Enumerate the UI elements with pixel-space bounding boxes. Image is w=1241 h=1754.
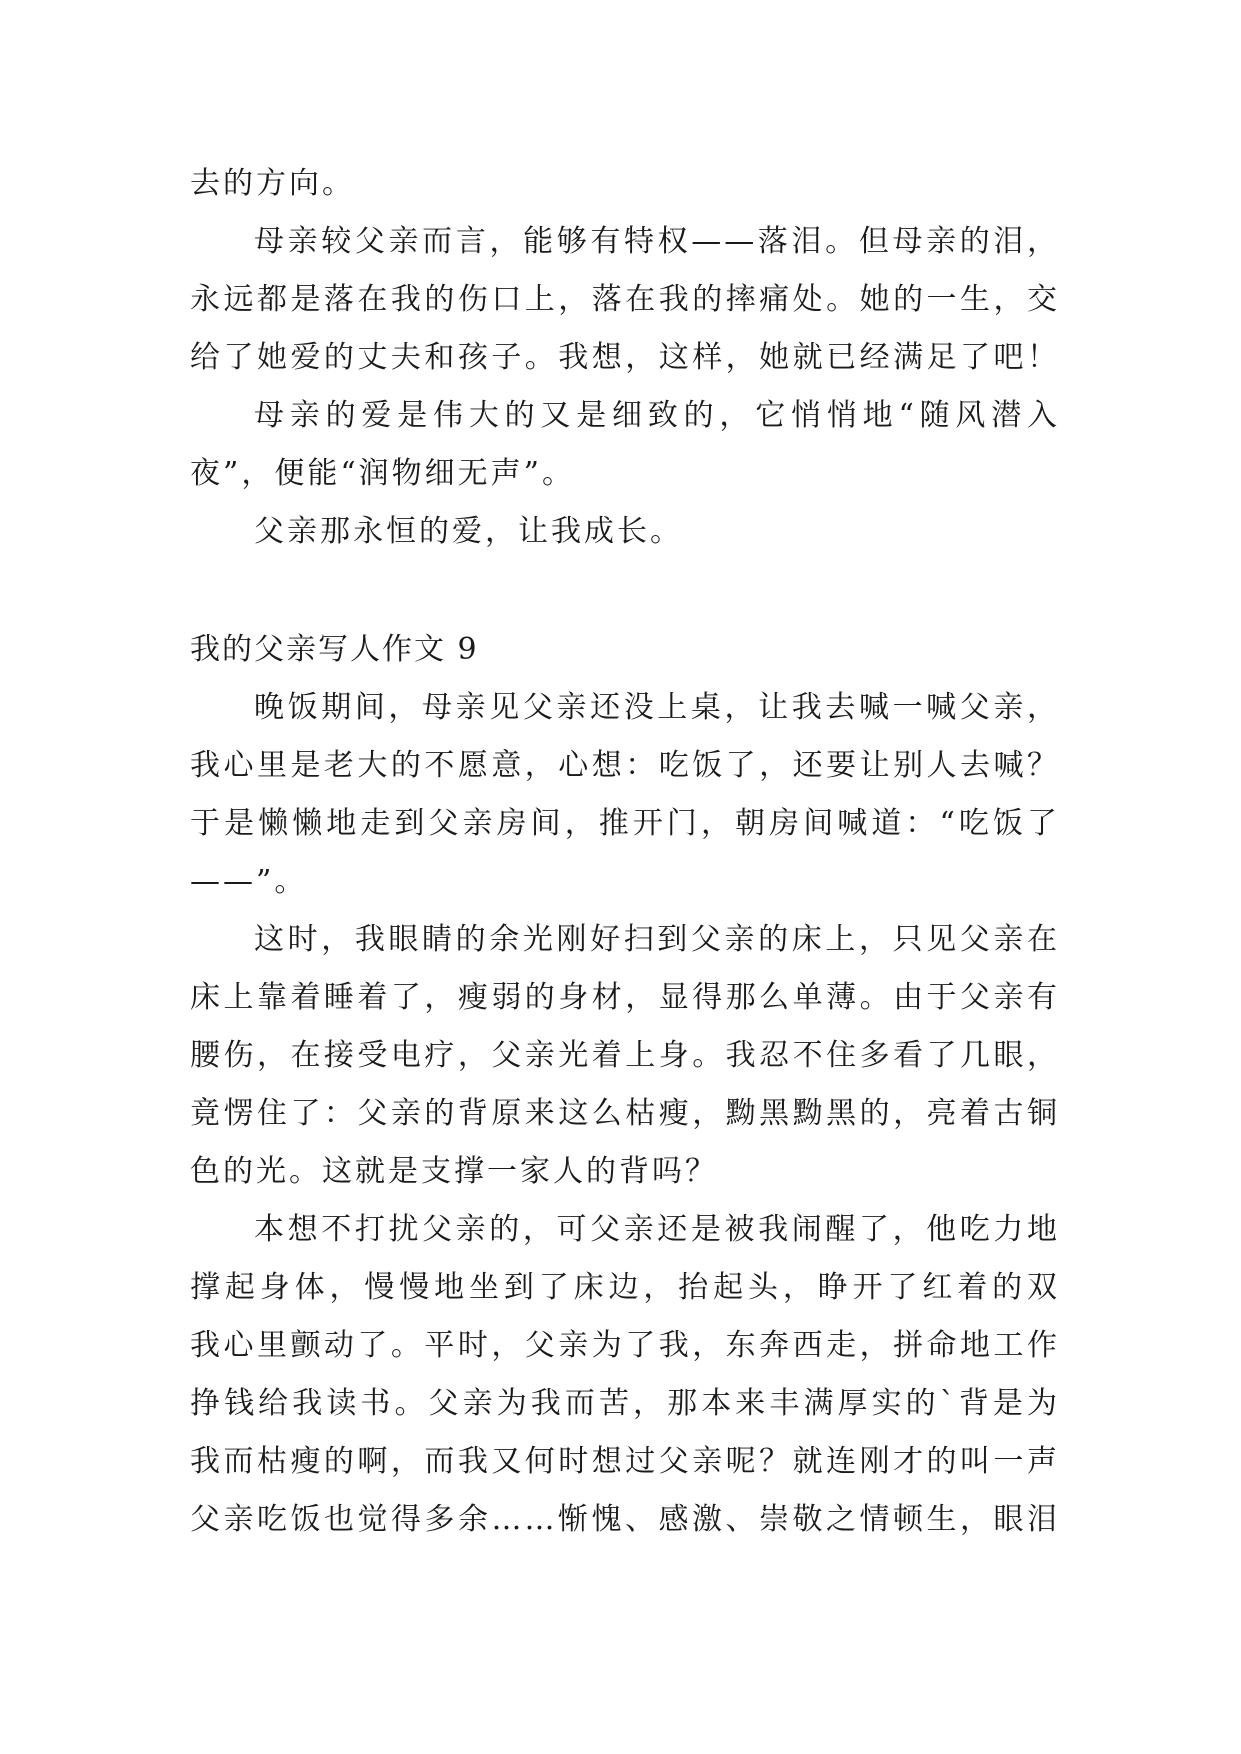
text-line: 父亲吃饭也觉得多余……惭愧、感激、崇敬之情顿生，眼泪: [190, 1502, 1060, 1537]
text-line: 我心里是老大的不愿意，心想：吃饭了，还要让别人去喊？: [190, 748, 1060, 783]
text-line: 我心里颤动了。平时，父亲为了我，东奔西走，拼命地工作: [190, 1328, 1060, 1363]
document-body: [190, 155, 1060, 1549]
text-line: 色的光。这就是支撑一家人的背吗？: [190, 1154, 718, 1189]
text-line: 床上靠着睡着了，瘦弱的身材，显得那么单薄。由于父亲有: [190, 980, 1060, 1015]
text-line: 我而枯瘦的啊，而我又何时想过父亲呢？就连刚才的叫一声: [190, 1444, 1060, 1479]
text-line: ——”。: [190, 864, 308, 899]
text-line: 给了她爱的丈夫和孩子。我想，这样，她就已经满足了吧！: [190, 340, 1060, 375]
text-line: 夜”，便能“润物细无声”。: [190, 456, 576, 491]
paragraph-first-line: 母亲的爱是伟大的又是细致的，它悄悄地“随风潜入: [254, 398, 1060, 433]
text-line: 永远都是落在我的伤口上，落在我的摔痛处。她的一生，交: [190, 282, 1060, 317]
paragraph-first-line: 晚饭期间，母亲见父亲还没上桌，让我去喊一喊父亲，: [254, 690, 1060, 725]
text-line: 挣钱给我读书。父亲为我而苦，那本来丰满厚实的`背是为: [190, 1386, 1060, 1421]
section-heading: 我的父亲写人作文 9: [190, 632, 479, 667]
text-line: 撑起身体，慢慢地坐到了床边，抬起头，睁开了红着的双: [190, 1270, 1060, 1305]
text-line: 于是懒懒地走到父亲房间，推开门，朝房间喊道：“吃饭了: [190, 806, 1060, 841]
paragraph-first-line: 母亲较父亲而言，能够有特权——落泪。但母亲的泪，: [254, 224, 1060, 259]
text-line: 腰伤，在接受电疗，父亲光着上身。我忍不住多看了几眼，: [190, 1038, 1060, 1073]
paragraph-first-line: 这时，我眼睛的余光刚好扫到父亲的床上，只见父亲在: [254, 922, 1060, 957]
paragraph-first-line: 本想不打扰父亲的，可父亲还是被我闹醒了，他吃力地: [254, 1212, 1060, 1247]
section-gap: [190, 561, 1060, 621]
text-line: 竟愣住了：父亲的背原来这么枯瘦，黝黑黝黑的，亮着古铜: [190, 1096, 1060, 1131]
paragraph-first-line: 父亲那永恒的爱，让我成长。: [254, 514, 683, 549]
text-line: 去的方向。: [190, 166, 355, 201]
